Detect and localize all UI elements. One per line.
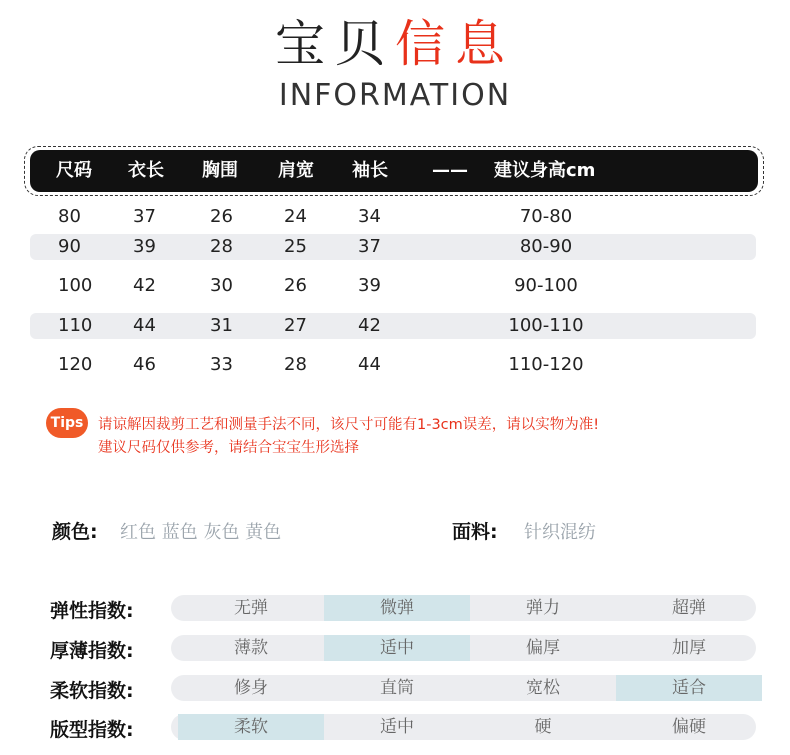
table-cell: 24: [284, 206, 307, 227]
table-cell: 30: [210, 275, 233, 296]
index-option: 适合: [672, 678, 706, 698]
table-cell: 26: [284, 275, 307, 296]
table-cell: 26: [210, 206, 233, 227]
header-shoulder: 肩宽: [278, 160, 314, 181]
table-cell: 42: [133, 275, 156, 296]
table-cell: 27: [284, 315, 307, 336]
table-cell: 46: [133, 354, 156, 375]
header-sleeve: 袖长: [352, 160, 388, 181]
table-cell: 110: [58, 315, 93, 336]
table-cell: 34: [358, 206, 381, 227]
table-cell: 110-120: [508, 354, 584, 375]
table-cell: 120: [58, 354, 93, 375]
tips-badge: Tips: [46, 408, 88, 438]
header-height: 建议身高cm: [494, 160, 596, 181]
tips-line-1: 请谅解因裁剪工艺和测量手法不同，该尺寸可能有1-3cm误差，请以实物为准!: [98, 417, 600, 433]
index-option: 适中: [380, 638, 414, 658]
index-option: 加厚: [672, 638, 706, 658]
table-cell: 90: [58, 236, 81, 257]
title-part-1: 宝贝: [275, 15, 395, 73]
fabric-label: 面料:: [452, 521, 498, 543]
index-option: 无弹: [234, 598, 268, 618]
color-value: 红色 蓝色 灰色 黄色: [120, 522, 282, 543]
fabric-value: 针织混纺: [524, 522, 596, 543]
index-option: 弹力: [526, 598, 560, 618]
header-chest: 胸围: [202, 160, 238, 181]
table-cell: 39: [133, 236, 156, 257]
index-option: 超弹: [672, 598, 706, 618]
index-option: 柔软: [234, 717, 268, 737]
index-option: 修身: [234, 678, 268, 698]
header-length: 衣长: [128, 160, 164, 181]
table-cell: 80-90: [519, 236, 573, 257]
index-option: 薄款: [234, 638, 268, 658]
table-cell: 44: [358, 354, 381, 375]
page-title: [0, 14, 790, 74]
index-option: 偏硬: [672, 717, 706, 737]
table-cell: 100-110: [508, 315, 584, 336]
table-cell: 90-100: [514, 275, 578, 296]
header-dash: ——: [432, 160, 468, 181]
table-cell: 28: [210, 236, 233, 257]
index-label: 版型指数:: [50, 719, 134, 741]
index-label: 厚薄指数:: [50, 640, 134, 662]
index-option: 宽松: [526, 678, 560, 698]
page-subtitle: INFORMATION: [278, 78, 512, 113]
tips-line-2: 建议尺码仅供参考，请结合宝宝生形选择: [98, 440, 359, 456]
table-cell: 70-80: [519, 206, 573, 227]
index-option: 微弹: [380, 598, 414, 618]
header-size: 尺码: [56, 160, 92, 181]
index-option: 硬: [534, 717, 552, 737]
table-cell: 100: [58, 275, 93, 296]
color-label: 颜色:: [52, 521, 98, 543]
index-label: 弹性指数:: [50, 600, 134, 622]
table-cell: 39: [358, 275, 381, 296]
table-cell: 25: [284, 236, 307, 257]
index-label: 柔软指数:: [50, 680, 134, 702]
index-option: 适中: [380, 717, 414, 737]
table-cell: 28: [284, 354, 307, 375]
table-cell: 31: [210, 315, 233, 336]
table-cell: 80: [58, 206, 81, 227]
table-cell: 37: [133, 206, 156, 227]
table-cell: 44: [133, 315, 156, 336]
table-cell: 37: [358, 236, 381, 257]
title-part-2: 信息: [395, 15, 515, 73]
index-option: 偏厚: [526, 638, 560, 658]
table-cell: 42: [358, 315, 381, 336]
index-option: 直筒: [380, 678, 414, 698]
table-cell: 33: [210, 354, 233, 375]
